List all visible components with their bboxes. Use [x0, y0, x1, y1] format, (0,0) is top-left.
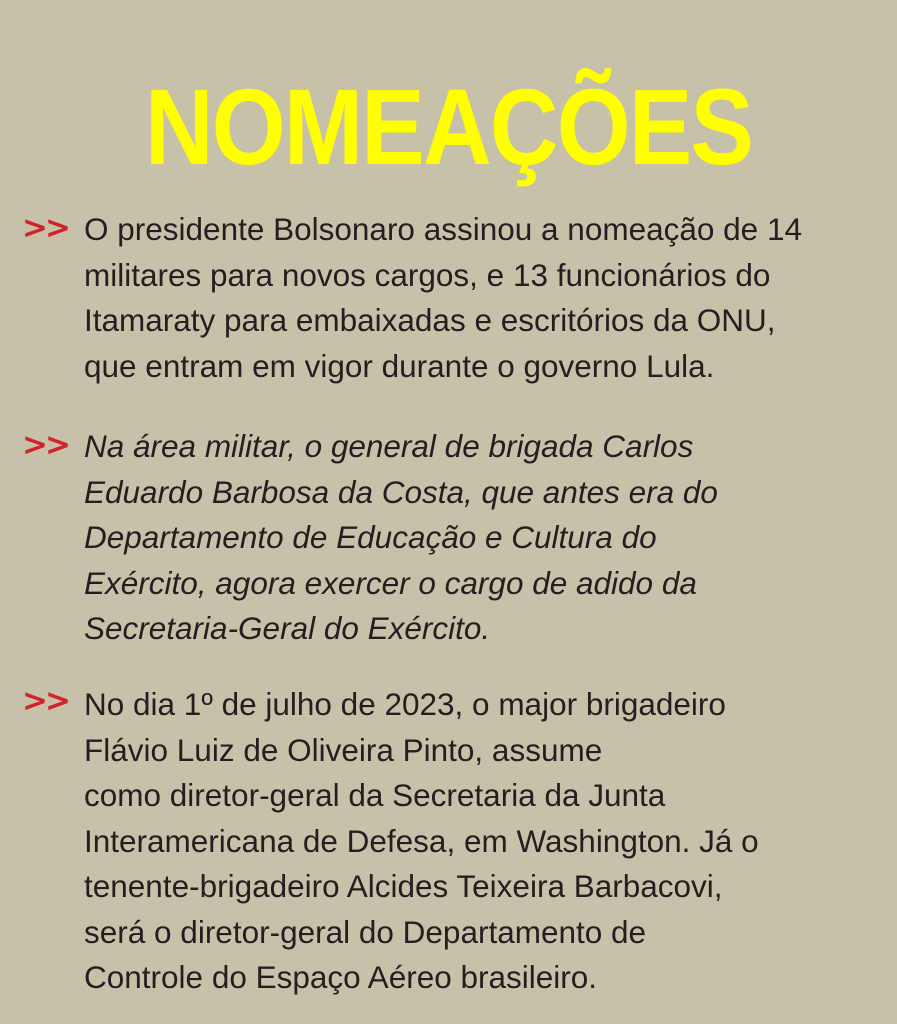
double-chevron-right-icon: >> [22, 683, 68, 719]
double-chevron-right-icon: >> [22, 427, 68, 463]
paragraph-text: Na área militar, o general de brigada Carlos Eduardo Barbosa da Costa, que antes era do Departamento de Educação e Cultura do Exército, agora exercer o cargo de adido da Secretaria-Geral do Exército. [84, 428, 718, 646]
page-title: NOMEAÇÕES [144, 66, 753, 187]
paragraph-text: No dia 1º de julho de 2023, o major brigadeiro Flávio Luiz de Oliveira Pinto, assume como diretor-geral da Secretaria da Junta Interamericana de Defesa, em Washington. Já o tenente-brigadeiro Alcides Teixeira Barbacovi, será o diretor-geral do Departamento de Controle do Espaço Aéreo brasileiro. [84, 686, 759, 995]
double-chevron-right-icon: >> [22, 210, 68, 246]
paragraph-text: O presidente Bolsonaro assinou a nomeação de 14 militares para novos cargos, e 13 funcionários do Itamaraty para embaixadas e escritórios da ONU, que entram em vigor durante o governo Lula. [84, 211, 802, 384]
